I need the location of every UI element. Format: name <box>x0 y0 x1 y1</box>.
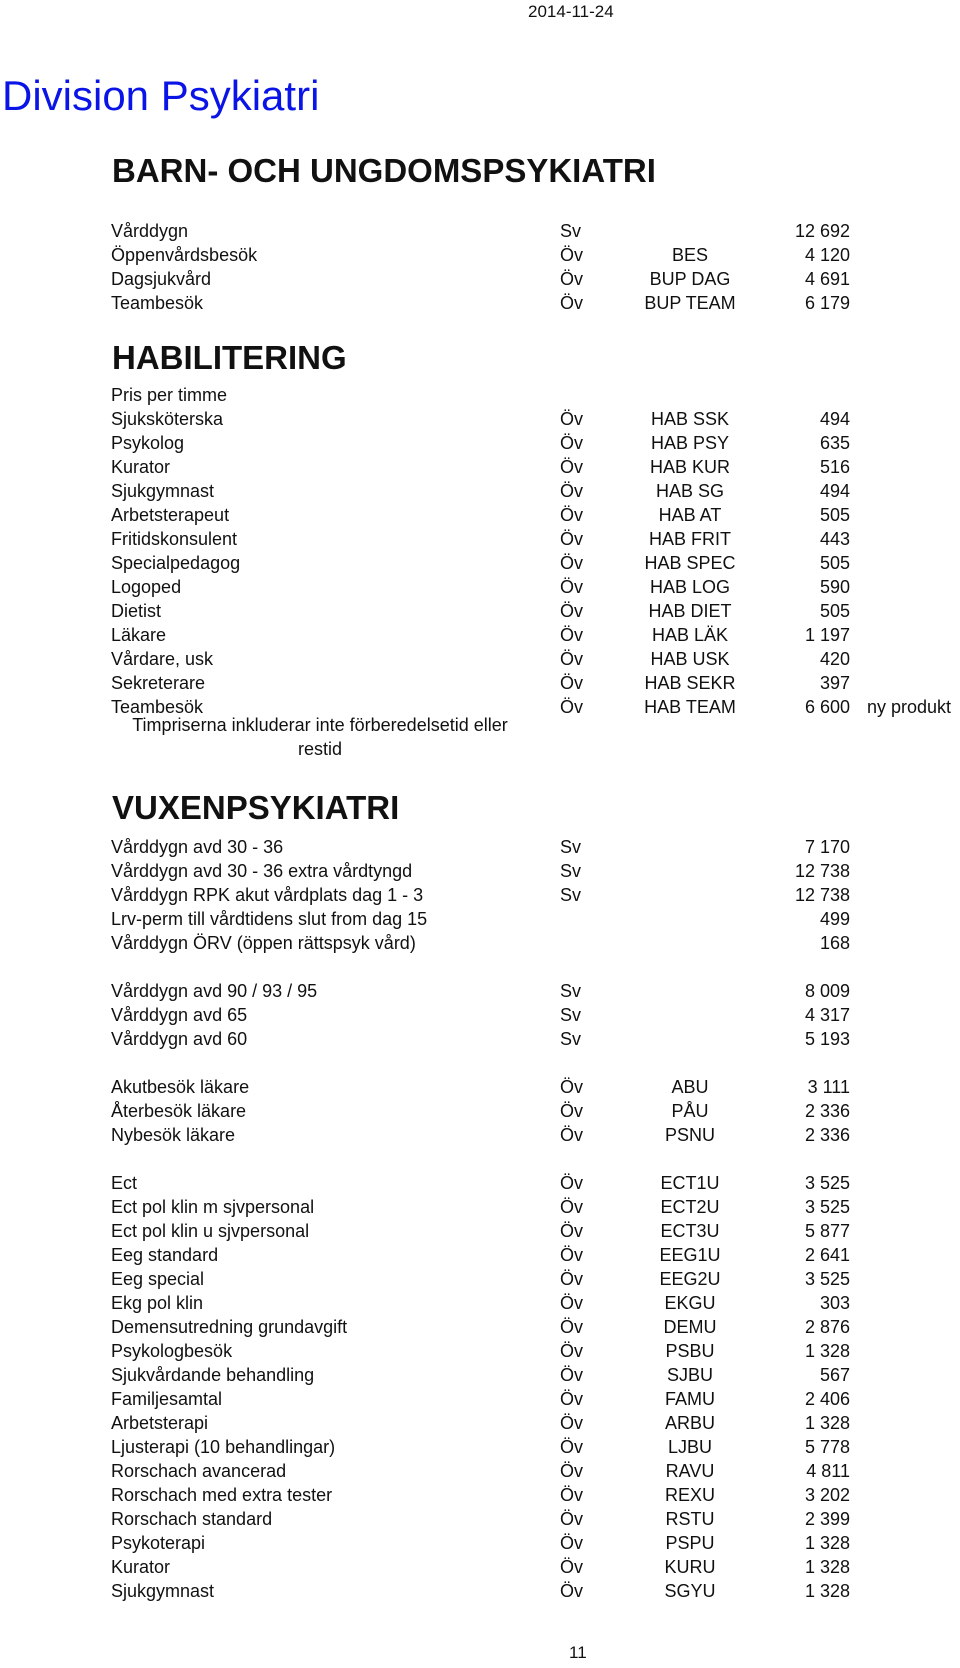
row-type: Öv <box>560 1173 584 1193</box>
table-row <box>0 1003 960 1027</box>
row-code: HAB LÄK <box>651 625 729 645</box>
table-row <box>0 1555 960 1579</box>
row-price: 1 328 <box>804 1581 850 1601</box>
row-type: Sv <box>560 981 582 1001</box>
row-name: Rorschach standard <box>111 1509 273 1529</box>
row-price: 3 525 <box>804 1173 850 1193</box>
row-name: Arbetsterapeut <box>111 505 230 525</box>
row-code: LJBU <box>667 1437 712 1457</box>
row-code: REXU <box>664 1485 715 1505</box>
table-row <box>0 1195 960 1219</box>
row-name: Fritidskonsulent <box>111 529 238 549</box>
row-type: Öv <box>560 457 584 477</box>
table-row <box>0 907 960 931</box>
page-date: 2014-11-24 <box>528 2 614 21</box>
row-price: 505 <box>819 553 850 573</box>
row-type: Öv <box>560 505 584 525</box>
table-row <box>0 859 960 883</box>
row-name: Ect pol klin u sjvpersonal <box>111 1221 310 1241</box>
table-row <box>0 1339 960 1363</box>
row-type: Öv <box>560 1461 584 1481</box>
row-name: Sjuksköterska <box>111 409 224 429</box>
row-code: SGYU <box>664 1581 716 1601</box>
row-price: 2 399 <box>804 1509 850 1529</box>
row-code: PÅU <box>671 1101 709 1121</box>
row-price: 12 738 <box>794 861 850 881</box>
table-row <box>0 219 960 243</box>
row-code: FAMU <box>664 1389 715 1409</box>
hab-footnote: Timpriserna inkluderar inte förberedelsetid eller restid <box>132 715 508 759</box>
row-price: 1 328 <box>804 1557 850 1577</box>
row-type: Öv <box>560 481 584 501</box>
row-code: KURU <box>664 1557 716 1577</box>
row-code: HAB AT <box>658 505 722 525</box>
row-type: Öv <box>560 697 584 717</box>
row-code: ECT3U <box>660 1221 720 1241</box>
row-name: Vårddygn <box>111 221 189 241</box>
row-price: 443 <box>819 529 850 549</box>
row-price: 2 336 <box>804 1101 850 1121</box>
row-code: BUP TEAM <box>644 293 736 313</box>
row-code: BES <box>671 245 709 265</box>
table-row <box>0 1123 960 1147</box>
row-name: Kurator <box>111 457 171 477</box>
table-row <box>0 623 960 647</box>
row-price: 1 328 <box>804 1413 850 1433</box>
row-type: Öv <box>560 1125 584 1145</box>
row-name: Specialpedagog <box>111 553 241 573</box>
row-type: Öv <box>560 1245 584 1265</box>
row-price: 1 328 <box>804 1341 850 1361</box>
row-name: Återbesök läkare <box>111 1101 247 1121</box>
table-row <box>0 931 960 955</box>
row-price: 590 <box>819 577 850 597</box>
row-name: Ljusterapi (10 behandlingar) <box>111 1437 336 1457</box>
row-name: Vårddygn RPK akut vårdplats dag 1 - 3 <box>111 885 424 905</box>
row-type: Öv <box>560 1581 584 1601</box>
row-code: ABU <box>671 1077 709 1097</box>
row-code: HAB TEAM <box>644 697 736 717</box>
row-code: HAB FRIT <box>648 529 731 549</box>
table-row <box>0 1579 960 1603</box>
row-type: Öv <box>560 409 584 429</box>
row-name: Ect pol klin m sjvpersonal <box>111 1197 315 1217</box>
row-price: 397 <box>819 673 850 693</box>
table-row <box>0 979 960 1003</box>
row-type: Öv <box>560 1533 584 1553</box>
row-price: 4 691 <box>804 269 850 289</box>
table-row <box>0 503 960 527</box>
row-price: 3 111 <box>807 1077 850 1097</box>
hab-subheading: Pris per timme <box>111 385 228 405</box>
row-type: Öv <box>560 245 584 265</box>
row-name: Ect <box>111 1173 138 1193</box>
table-row <box>0 243 960 267</box>
row-price: 4 317 <box>804 1005 850 1025</box>
row-price: 505 <box>819 505 850 525</box>
row-type: Sv <box>560 221 582 241</box>
table-row <box>0 1075 960 1099</box>
table-row <box>0 267 960 291</box>
table-row <box>0 1411 960 1435</box>
row-type: Öv <box>560 1293 584 1313</box>
row-code: PSNU <box>664 1125 715 1145</box>
row-name: Psykoterapi <box>111 1533 206 1553</box>
row-code: HAB LOG <box>649 577 731 597</box>
table-row <box>0 1315 960 1339</box>
row-price: 516 <box>819 457 850 477</box>
row-type: Öv <box>560 625 584 645</box>
table-row <box>0 431 960 455</box>
row-type: Öv <box>560 1197 584 1217</box>
row-price: 5 193 <box>804 1029 850 1049</box>
row-code: HAB KUR <box>649 457 730 477</box>
row-price: 2 336 <box>804 1125 850 1145</box>
row-code: RSTU <box>665 1509 715 1529</box>
section-heading-vux: VUXENPSYKIATRI <box>112 789 400 826</box>
row-name: Nybesök läkare <box>111 1125 236 1145</box>
row-price: 499 <box>819 909 850 929</box>
row-name: Sjukvårdande behandling <box>111 1365 315 1385</box>
table-row <box>0 1267 960 1291</box>
row-code: ARBU <box>664 1413 715 1433</box>
table-row <box>0 551 960 575</box>
row-type: Öv <box>560 1365 584 1385</box>
row-type: Öv <box>560 1413 584 1433</box>
table-row <box>0 1027 960 1051</box>
row-type: Öv <box>560 577 584 597</box>
row-price: 2 641 <box>804 1245 850 1265</box>
row-name: Rorschach med extra tester <box>111 1485 333 1505</box>
row-type: Öv <box>560 1077 584 1097</box>
section-heading-bup: BARN- OCH UNGDOMSPSYKIATRI <box>112 152 656 189</box>
row-price: 567 <box>819 1365 850 1385</box>
row-code: PSPU <box>665 1533 715 1553</box>
table-row <box>0 291 960 315</box>
row-price: 4 120 <box>804 245 850 265</box>
table-row <box>0 883 960 907</box>
row-code: HAB SG <box>655 481 725 501</box>
page-title: Division Psykiatri <box>2 72 320 119</box>
row-code: HAB SPEC <box>644 553 736 573</box>
row-note: ny produkt <box>867 697 952 717</box>
table-row <box>0 1243 960 1267</box>
row-price: 8 009 <box>804 981 850 1001</box>
row-name: Psykolog <box>111 433 185 453</box>
table-row <box>0 599 960 623</box>
row-name: Familjesamtal <box>111 1389 223 1409</box>
row-name: Vårddygn avd 30 - 36 extra vårdtyngd <box>111 861 413 881</box>
row-name: Sjukgymnast <box>111 1581 215 1601</box>
row-code: HAB USK <box>650 649 730 669</box>
row-type: Sv <box>560 861 582 881</box>
row-price: 505 <box>819 601 850 621</box>
row-type: Öv <box>560 269 584 289</box>
row-price: 3 525 <box>804 1197 850 1217</box>
row-name: Eeg standard <box>111 1245 219 1265</box>
table-row <box>0 1363 960 1387</box>
row-type: Öv <box>560 1341 584 1361</box>
row-type: Öv <box>560 1101 584 1121</box>
row-type: Öv <box>560 1557 584 1577</box>
table-row <box>0 1459 960 1483</box>
page-number: 11 <box>569 1643 587 1662</box>
row-price: 6 179 <box>804 293 850 313</box>
row-type: Öv <box>560 1437 584 1457</box>
table-row <box>0 835 960 859</box>
row-code: SJBU <box>666 1365 713 1385</box>
table-row <box>0 1171 960 1195</box>
row-name: Demensutredning grundavgift <box>111 1317 348 1337</box>
table-row <box>0 647 960 671</box>
row-type: Öv <box>560 293 584 313</box>
row-code: RAVU <box>665 1461 715 1481</box>
row-code: HAB SEKR <box>644 673 736 693</box>
row-code: EEG2U <box>659 1269 721 1289</box>
row-price: 1 197 <box>804 625 850 645</box>
row-name: Sekreterare <box>111 673 206 693</box>
row-name: Akutbesök läkare <box>111 1077 250 1097</box>
row-name: Läkare <box>111 625 167 645</box>
row-type: Öv <box>560 1221 584 1241</box>
row-name: Psykologbesök <box>111 1341 233 1361</box>
row-name: Vårddygn avd 90 / 93 / 95 <box>111 981 318 1001</box>
table-row <box>0 575 960 599</box>
row-name: Arbetsterapi <box>111 1413 209 1433</box>
table-row <box>0 407 960 431</box>
row-code: EEG1U <box>659 1245 721 1265</box>
table-row <box>0 527 960 551</box>
table-row <box>0 1483 960 1507</box>
row-code: ECT2U <box>660 1197 720 1217</box>
row-type: Öv <box>560 553 584 573</box>
row-name: Sjukgymnast <box>111 481 215 501</box>
row-name: Teambesök <box>111 697 204 717</box>
row-type: Sv <box>560 885 582 905</box>
row-name: Lrv-perm till vårdtidens slut from dag 15 <box>111 909 428 929</box>
table-row <box>0 1291 960 1315</box>
row-type: Sv <box>560 1005 582 1025</box>
table-row <box>0 1435 960 1459</box>
row-name: Dietist <box>111 601 162 621</box>
table-row <box>0 1507 960 1531</box>
row-code: HAB DIET <box>648 601 732 621</box>
row-price: 6 600 <box>804 697 850 717</box>
row-price: 3 525 <box>804 1269 850 1289</box>
row-price: 2 406 <box>804 1389 850 1409</box>
row-price: 12 692 <box>794 221 850 241</box>
row-price: 168 <box>819 933 850 953</box>
row-type: Öv <box>560 529 584 549</box>
row-code: DEMU <box>663 1317 717 1337</box>
row-name: Vårddygn avd 30 - 36 <box>111 837 284 857</box>
table-row <box>0 671 960 695</box>
row-code: EKGU <box>664 1293 716 1313</box>
row-type: Öv <box>560 1485 584 1505</box>
row-name: Kurator <box>111 1557 171 1577</box>
row-name: Vårddygn ÖRV (öppen rättspsyk vård) <box>111 933 416 953</box>
row-name: Vårddygn avd 65 <box>111 1005 248 1025</box>
row-type: Öv <box>560 1389 584 1409</box>
row-type: Öv <box>560 433 584 453</box>
table-row <box>0 1219 960 1243</box>
row-type: Öv <box>560 649 584 669</box>
row-price: 5 877 <box>804 1221 850 1241</box>
row-name: Logoped <box>111 577 182 597</box>
table-row <box>0 479 960 503</box>
row-name: Vårdare, usk <box>111 649 214 669</box>
row-code: HAB PSY <box>650 433 730 453</box>
table-row <box>0 1099 960 1123</box>
table-row <box>0 1387 960 1411</box>
row-price: 494 <box>819 481 850 501</box>
table-row <box>0 455 960 479</box>
row-price: 4 811 <box>806 1461 850 1481</box>
row-type: Öv <box>560 673 584 693</box>
section-heading-hab: HABILITERING <box>112 339 347 376</box>
row-price: 5 778 <box>804 1437 850 1457</box>
row-type: Sv <box>560 837 582 857</box>
row-type: Sv <box>560 1029 582 1049</box>
row-type: Öv <box>560 1317 584 1337</box>
row-code: HAB SSK <box>650 409 730 429</box>
row-code: PSBU <box>665 1341 715 1361</box>
row-price: 7 170 <box>804 837 850 857</box>
row-name: Öppenvårdsbesök <box>111 245 258 265</box>
row-price: 303 <box>819 1293 850 1313</box>
row-type: Öv <box>560 1269 584 1289</box>
row-code: ECT1U <box>660 1173 720 1193</box>
row-name: Rorschach avancerad <box>111 1461 287 1481</box>
row-price: 494 <box>819 409 850 429</box>
row-price: 1 328 <box>804 1533 850 1553</box>
row-price: 3 202 <box>804 1485 850 1505</box>
row-name: Teambesök <box>111 293 204 313</box>
row-price: 420 <box>819 649 850 669</box>
row-name: Eeg special <box>111 1269 205 1289</box>
row-price: 12 738 <box>794 885 850 905</box>
row-code: BUP DAG <box>649 269 731 289</box>
row-name: Ekg pol klin <box>111 1293 204 1313</box>
table-row <box>0 1531 960 1555</box>
row-price: 2 876 <box>804 1317 850 1337</box>
row-name: Dagsjukvård <box>111 269 212 289</box>
row-name: Vårddygn avd 60 <box>111 1029 248 1049</box>
row-type: Öv <box>560 1509 584 1529</box>
row-type: Öv <box>560 601 584 621</box>
row-price: 635 <box>819 433 850 453</box>
